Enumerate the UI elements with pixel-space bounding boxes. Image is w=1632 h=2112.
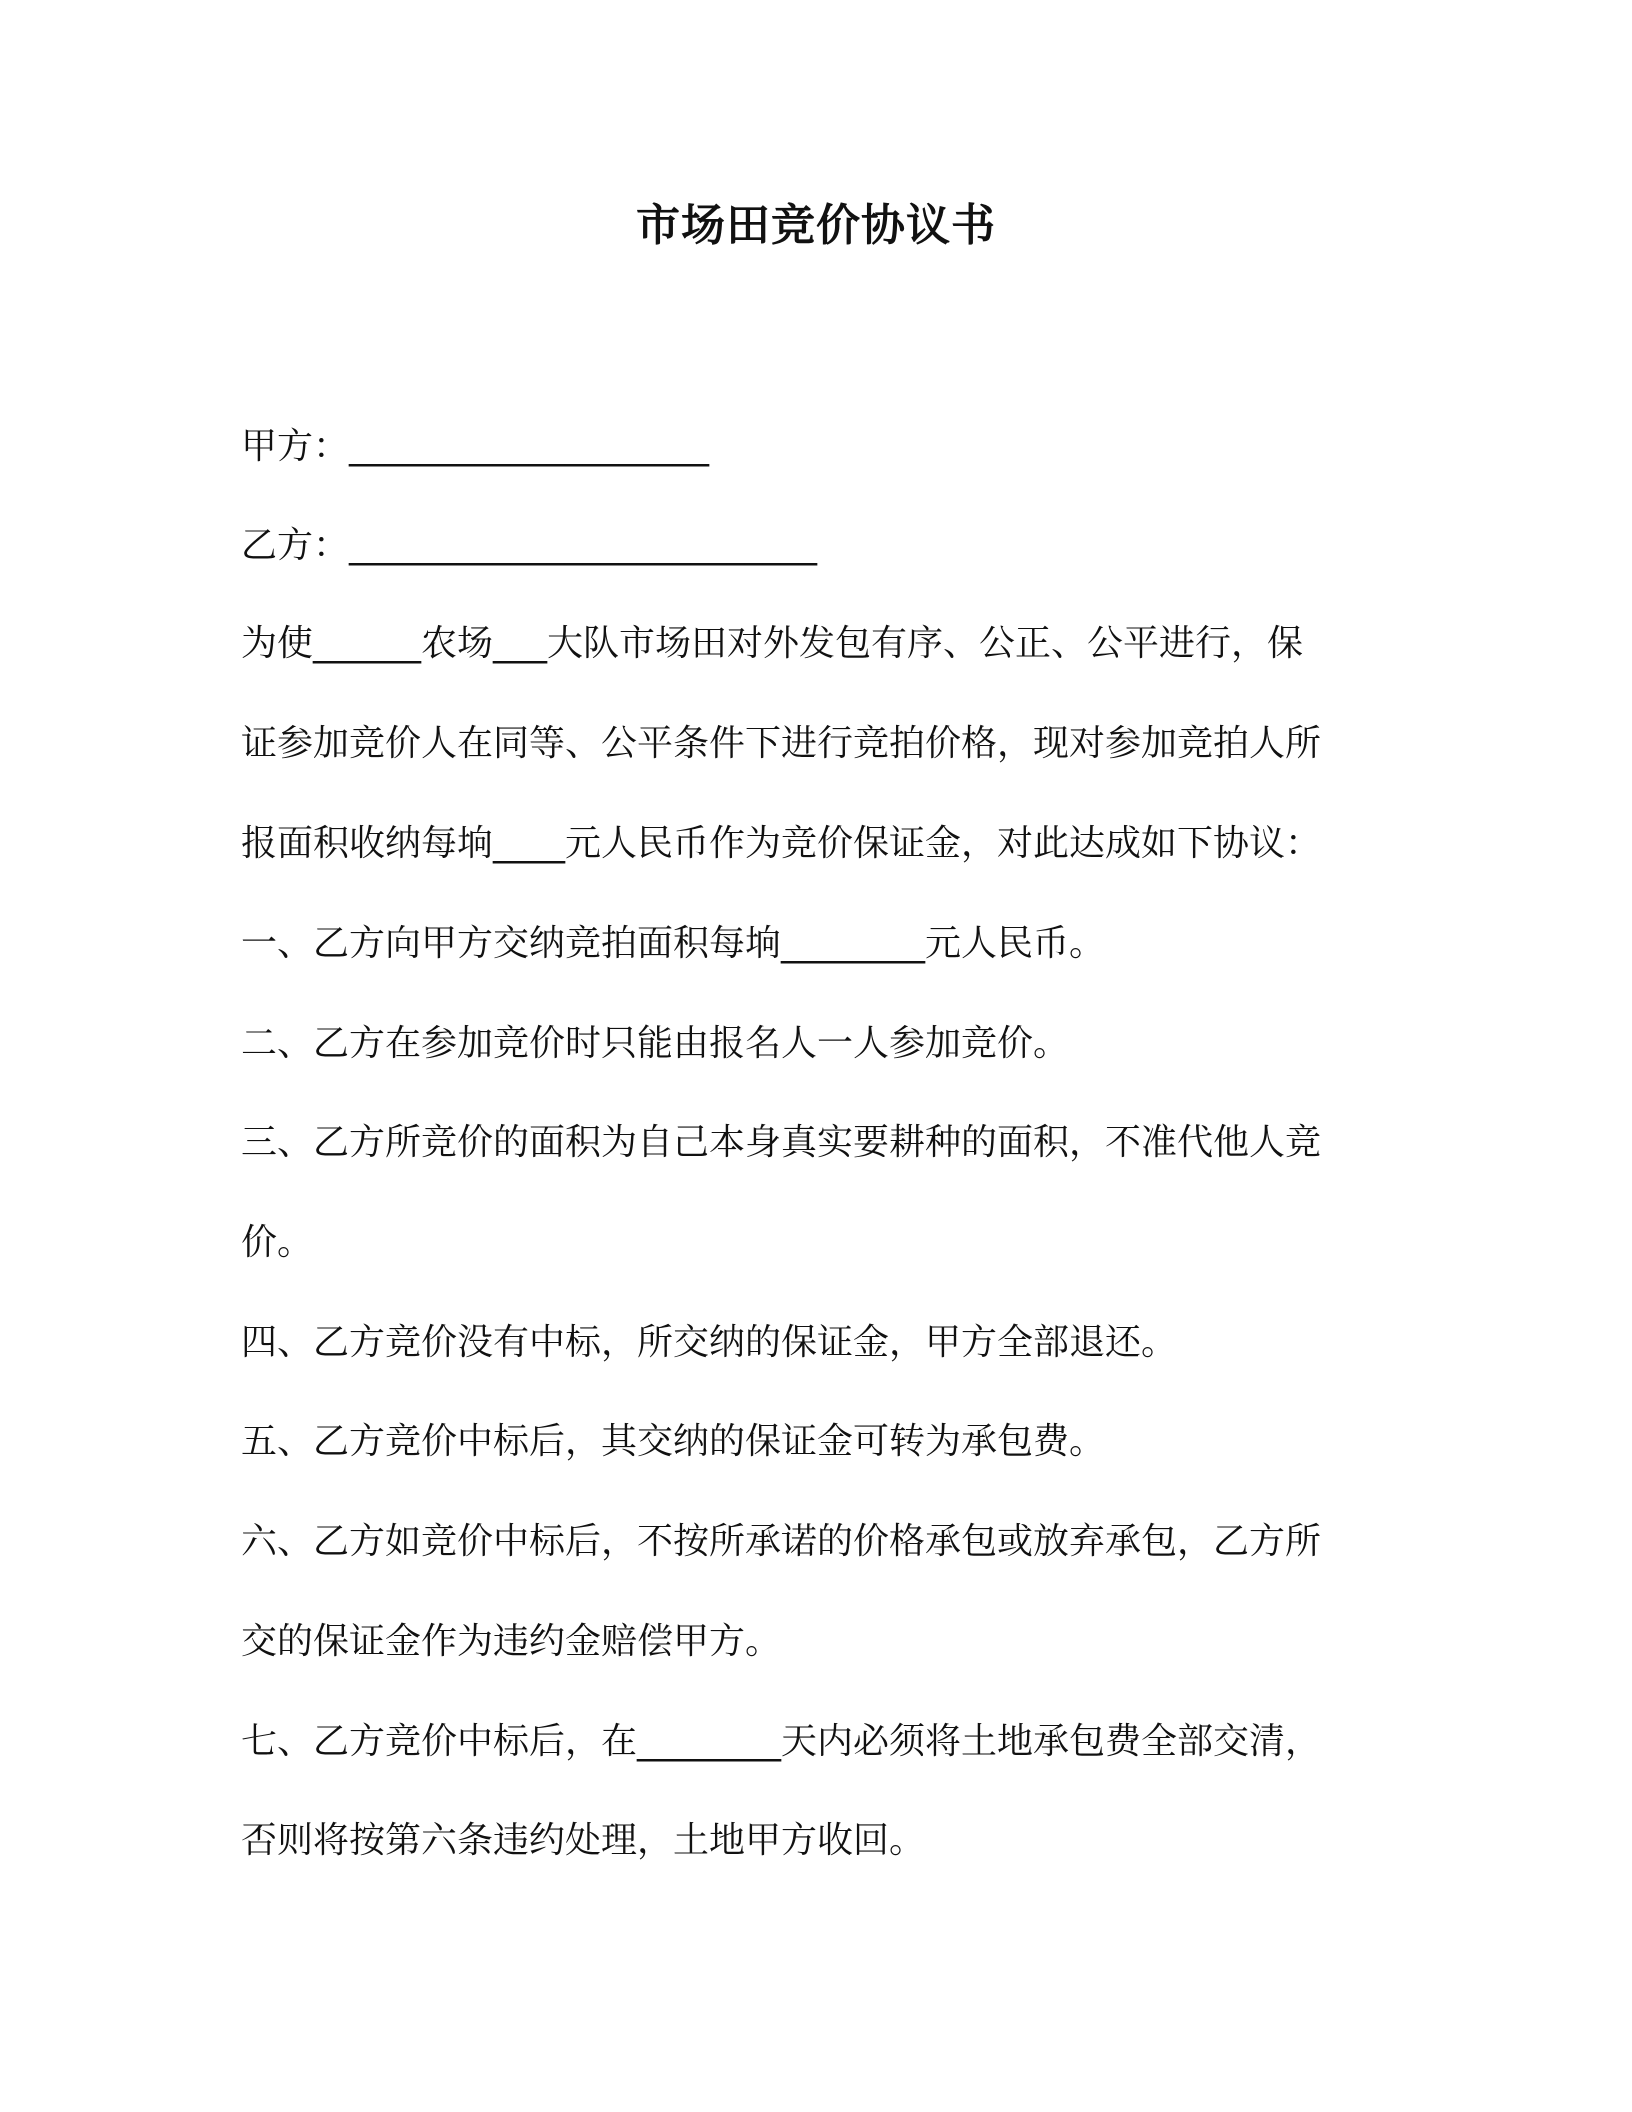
party-b-line: 乙方：__________________________ [241, 525, 818, 566]
intro-line: 报面积收纳每垧____元人民币作为竞价保证金，对此达成如下协议： [241, 823, 1322, 864]
intro-line: 证参加竞价人在同等、公平条件下进行竞拍价格，现对参加竞拍人所 [241, 723, 1322, 764]
clause-line: 交的保证金作为违约金赔偿甲方。 [241, 1621, 782, 1662]
clause-line: 否则将按第六条违约处理，土地甲方收回。 [241, 1820, 926, 1861]
clause-line: 六、乙方如竞价中标后，不按所承诺的价格承包或放弃承包，乙方所 [241, 1521, 1322, 1562]
clause-line: 四、乙方竞价没有中标，所交纳的保证金，甲方全部退还。 [241, 1322, 1178, 1363]
clause-line: 五、乙方竞价中标后，其交纳的保证金可转为承包费。 [241, 1421, 1106, 1462]
clause-line: 七、乙方竞价中标后，在________天内必须将土地承包费全部交清， [241, 1721, 1322, 1762]
clause-line: 一、乙方向甲方交纳竞拍面积每垧________元人民币。 [241, 923, 1106, 964]
clause-line: 三、乙方所竞价的面积为自己本身真实要耕种的面积，不准代他人竞 [241, 1122, 1322, 1163]
clause-line: 二、乙方在参加竞价时只能由报名人一人参加竞价。 [241, 1023, 1070, 1064]
clause-line: 价。 [241, 1222, 314, 1263]
intro-line: 为使______农场___大队市场田对外发包有序、公正、公平进行，保 [241, 623, 1304, 664]
document-title: 市场田竞价协议书 [636, 200, 996, 251]
party-a-line: 甲方：____________________ [241, 426, 710, 467]
